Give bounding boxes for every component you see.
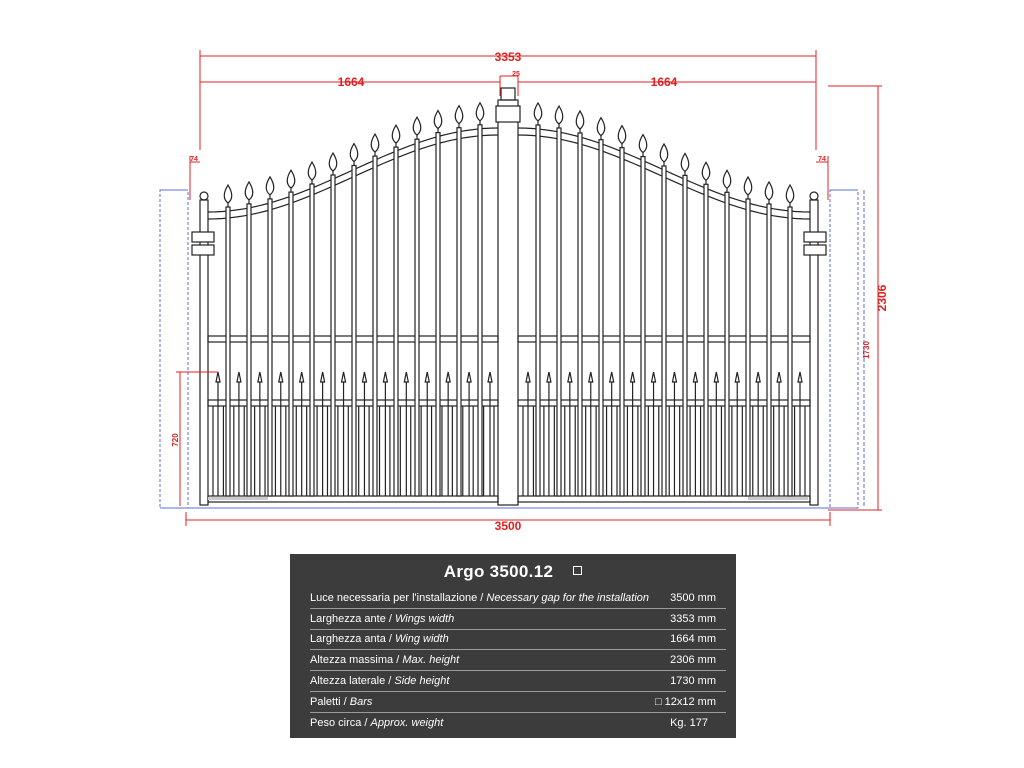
spear-tip bbox=[786, 185, 794, 203]
spec-value: Kg. 177 bbox=[670, 717, 708, 729]
short-bar-tip bbox=[342, 372, 346, 382]
short-bar-tip bbox=[756, 372, 760, 382]
dim-left-offset: 74 bbox=[190, 156, 198, 163]
short-bar-tip bbox=[446, 372, 450, 382]
spear-tip bbox=[660, 144, 668, 162]
tall-bar bbox=[767, 204, 771, 496]
dim-max-height: 2306 bbox=[875, 284, 889, 312]
left-hinge bbox=[192, 232, 214, 242]
tall-bar bbox=[457, 128, 461, 496]
tall-bar bbox=[725, 192, 729, 496]
right-base-plate bbox=[748, 497, 808, 500]
spear-tip bbox=[534, 103, 542, 121]
tall-bar bbox=[226, 207, 230, 496]
spec-value: 2306 mm bbox=[670, 654, 716, 666]
dim-wing-left: 1664 bbox=[337, 75, 365, 89]
tall-bar bbox=[415, 139, 419, 496]
tall-bar bbox=[662, 166, 666, 496]
spear-tip bbox=[455, 106, 463, 124]
spec-value: 3353 mm bbox=[670, 613, 716, 625]
spec-row bbox=[310, 588, 726, 609]
spec-value: □ 12x12 mm bbox=[654, 696, 716, 708]
short-bar-tip bbox=[610, 372, 614, 382]
tall-bar bbox=[641, 157, 645, 496]
tall-bar bbox=[578, 133, 582, 496]
tall-bar bbox=[704, 184, 708, 496]
tall-bar bbox=[746, 199, 750, 496]
spec-value: 1730 mm bbox=[670, 675, 716, 687]
short-bar-tip bbox=[237, 372, 241, 382]
spear-tip bbox=[371, 134, 379, 152]
dim-wing-right: 1664 bbox=[650, 75, 678, 89]
spec-row bbox=[310, 629, 726, 650]
spec-label: Larghezza ante / Wings width bbox=[310, 613, 455, 625]
spear-tip bbox=[702, 162, 710, 180]
dim-installation-gap: 3500 bbox=[494, 519, 522, 533]
dim-total-wings-width: 3353 bbox=[494, 50, 522, 64]
spec-value: 3500 mm bbox=[670, 592, 716, 604]
spec-label: Altezza laterale / Side height bbox=[310, 675, 450, 687]
spear-tip bbox=[765, 182, 773, 200]
spec-label: Altezza massima / Max. height bbox=[310, 654, 460, 666]
spec-label: Larghezza anta / Wing width bbox=[310, 633, 449, 645]
short-bar-tip bbox=[547, 372, 551, 382]
spear-tip bbox=[350, 144, 358, 162]
short-bar-tip bbox=[735, 372, 739, 382]
spec-label: Paletti / Bars bbox=[310, 696, 373, 708]
short-bar-tip bbox=[526, 372, 530, 382]
spear-tip bbox=[329, 153, 337, 171]
spec-row bbox=[310, 713, 726, 733]
spear-tip bbox=[681, 153, 689, 171]
spear-tip bbox=[744, 177, 752, 195]
tall-bar bbox=[310, 184, 314, 496]
tall-bar bbox=[331, 175, 335, 496]
spear-tip bbox=[224, 185, 232, 203]
spec-row bbox=[310, 650, 726, 671]
center-post-cap bbox=[496, 106, 520, 122]
tall-bar bbox=[352, 166, 356, 497]
short-bar-tip bbox=[714, 372, 718, 382]
short-bar-tip bbox=[631, 372, 635, 382]
spec-value: 1664 mm bbox=[670, 633, 716, 645]
spear-tip bbox=[434, 111, 442, 129]
spear-tip bbox=[287, 170, 295, 188]
tall-bar bbox=[268, 199, 272, 496]
short-bar-tip bbox=[467, 372, 471, 382]
gate-structure bbox=[192, 88, 826, 505]
short-bar-tip bbox=[693, 372, 697, 382]
right-post-cap bbox=[810, 192, 818, 200]
right-hinge bbox=[804, 232, 826, 242]
spear-tip bbox=[308, 162, 316, 180]
short-bar-tip bbox=[258, 372, 262, 382]
tall-bar bbox=[289, 192, 293, 496]
short-bar-tip bbox=[321, 372, 325, 382]
short-bar-tip bbox=[300, 372, 304, 382]
spec-row bbox=[310, 671, 726, 692]
tall-bar bbox=[436, 133, 440, 496]
square-section-icon bbox=[573, 566, 582, 575]
tall-bar bbox=[788, 207, 792, 496]
spear-tip bbox=[245, 182, 253, 200]
short-bar-tip bbox=[652, 372, 656, 382]
spear-tip bbox=[392, 125, 400, 143]
tall-bar bbox=[683, 175, 687, 496]
dim-right-offset: 74 bbox=[818, 156, 826, 163]
right-hinge-lower bbox=[804, 245, 826, 255]
tall-bar bbox=[536, 125, 540, 496]
spear-tip bbox=[723, 170, 731, 188]
spear-tip bbox=[266, 177, 274, 195]
short-bar-tip bbox=[383, 372, 387, 382]
tall-bar bbox=[394, 147, 398, 496]
short-bar-tip bbox=[777, 372, 781, 382]
spear-tip bbox=[639, 135, 647, 153]
tall-bar bbox=[478, 125, 482, 496]
dim-lower-height: 720 bbox=[171, 433, 180, 447]
spear-tip bbox=[413, 117, 421, 135]
left-base-plate bbox=[208, 497, 268, 500]
short-bar-tip bbox=[589, 372, 593, 382]
short-bar-tip bbox=[488, 372, 492, 382]
spear-tip bbox=[597, 118, 605, 136]
product-title bbox=[290, 562, 736, 582]
left-hinge-lower bbox=[192, 245, 214, 255]
short-bar-tip bbox=[425, 372, 429, 382]
dim-center-post: 25 bbox=[512, 71, 520, 78]
spear-tip bbox=[576, 111, 584, 129]
short-bar-tip bbox=[672, 372, 676, 382]
tall-bar bbox=[599, 140, 603, 496]
short-bar-tip bbox=[279, 372, 283, 382]
short-bar-tip bbox=[568, 372, 572, 382]
dimension-lines bbox=[176, 50, 882, 526]
spec-row bbox=[310, 609, 726, 630]
dim-side-height: 1730 bbox=[862, 341, 871, 359]
tall-bar bbox=[620, 148, 624, 496]
spear-tip bbox=[618, 126, 626, 144]
spear-tip bbox=[555, 106, 563, 124]
spec-row bbox=[310, 692, 726, 713]
spec-label: Peso circa / Approx. weight bbox=[310, 717, 444, 729]
spec-panel bbox=[290, 554, 736, 738]
center-post-top bbox=[501, 88, 515, 100]
left-post-cap bbox=[200, 192, 208, 200]
spec-label: Luce necessaria per l'installazione / Necessary gap for the installation bbox=[310, 592, 650, 604]
tall-bar bbox=[373, 156, 377, 496]
product-title-text: Argo 3500.12 bbox=[443, 562, 554, 581]
tall-bar bbox=[557, 128, 561, 496]
spear-tip bbox=[476, 103, 484, 121]
center-post bbox=[498, 100, 518, 505]
short-bar-tip bbox=[798, 372, 802, 382]
short-bar-tip bbox=[404, 372, 408, 382]
tall-bar bbox=[247, 204, 251, 496]
short-bar-tip bbox=[362, 372, 366, 382]
short-bar-tip bbox=[216, 372, 220, 382]
